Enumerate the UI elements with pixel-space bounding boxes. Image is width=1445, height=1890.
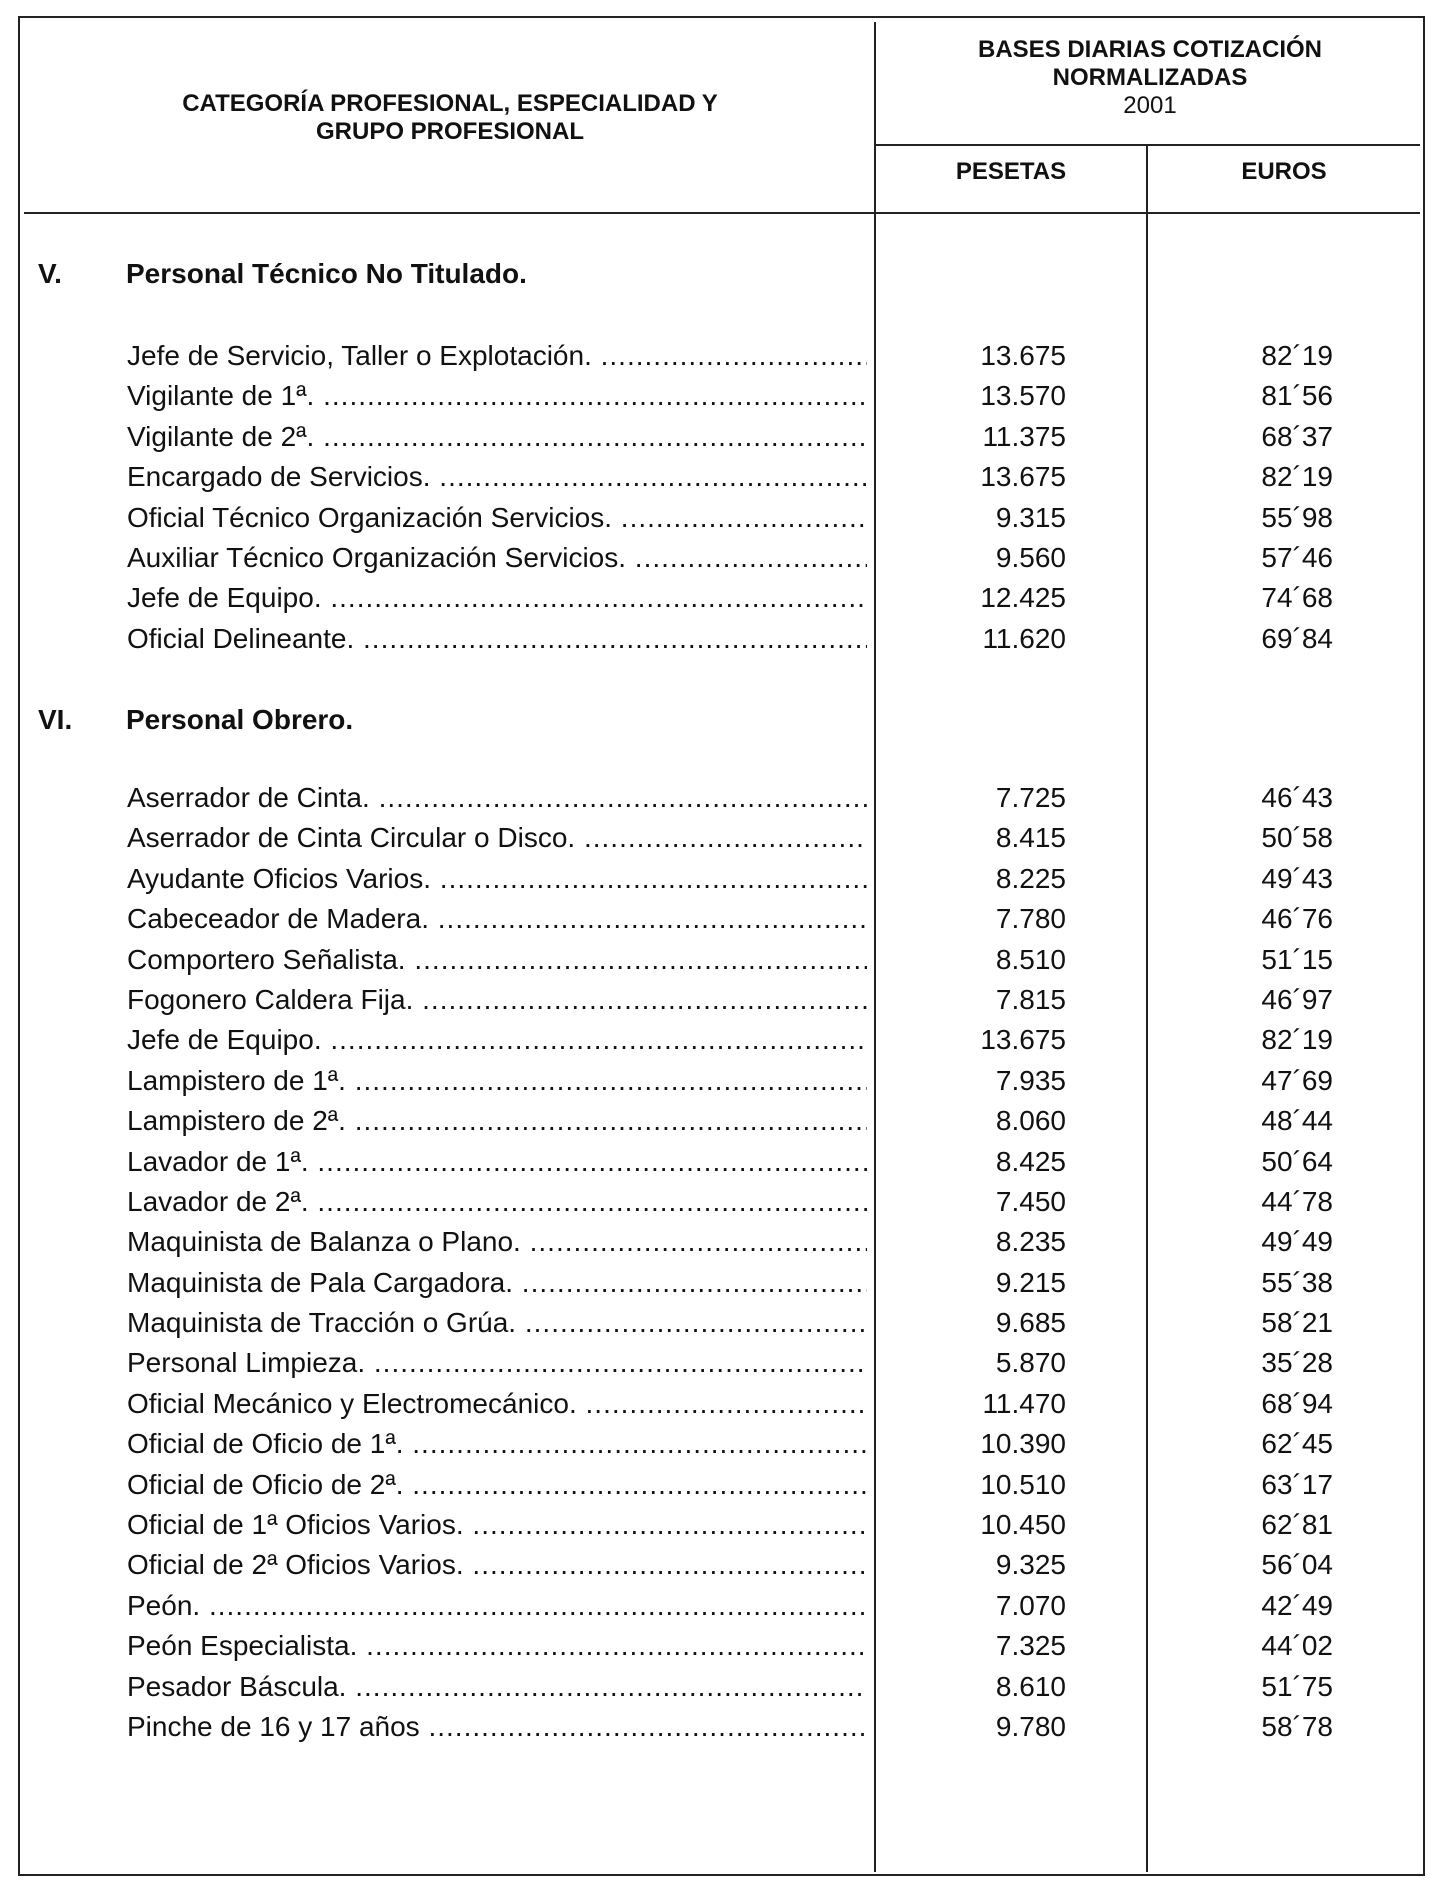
euros-value: 48´44 — [1261, 1105, 1333, 1137]
row-label: Jefe de Equipo. ..... — [127, 1020, 867, 1060]
euros-value: 46´97 — [1261, 983, 1333, 1015]
pesetas-value: 7.725 — [995, 782, 1066, 813]
header-subdivider — [874, 144, 1420, 146]
table-row — [0, 1061, 1445, 1101]
row-label: Lampistero de 1ª. ..... — [127, 1061, 867, 1101]
euros-value: 62´45 — [1261, 1428, 1333, 1460]
table-row — [0, 1545, 1445, 1585]
euros-value: 42´49 — [1261, 1589, 1333, 1621]
row-label: Maquinista de Pala Cargadora. ..... — [127, 1263, 867, 1303]
table-row — [0, 1424, 1445, 1464]
pesetas-value: 7.070 — [995, 1589, 1066, 1621]
row-label: Fogonero Caldera Fija. ..... — [127, 980, 867, 1020]
row-label: Peón. ..... — [127, 1586, 867, 1626]
euros-value: 56´04 — [1261, 1549, 1333, 1581]
category-column-header — [90, 90, 810, 146]
euros-value: 46´76 — [1261, 903, 1333, 935]
pesetas-value: 9.685 — [995, 1307, 1066, 1339]
euros-value: 58´78 — [1261, 1710, 1333, 1742]
pesetas-value: 13.675 — [980, 340, 1066, 371]
row-label: Aserrador de Cinta. ..... — [127, 778, 867, 818]
table-row — [0, 417, 1445, 457]
euros-value: 55´98 — [1261, 501, 1333, 533]
pesetas-value: 13.675 — [980, 1024, 1066, 1056]
euros-value: 74´68 — [1261, 582, 1333, 614]
section-vi-rows — [0, 778, 1445, 1747]
euros-value: 81´56 — [1261, 380, 1333, 412]
row-label: Auxiliar Técnico Organización Servicios. ..... — [127, 538, 867, 578]
row-label: Vigilante de 2ª. ..... — [127, 417, 867, 457]
section-number: V. — [38, 258, 62, 289]
table-row — [0, 899, 1445, 939]
table-row — [0, 498, 1445, 538]
euros-value: 35´28 — [1261, 1347, 1333, 1379]
row-label: Jefe de Servicio, Taller o Explotación. ..... — [127, 336, 867, 376]
table-row — [0, 1505, 1445, 1545]
row-label: Cabeceador de Madera. ..... — [127, 899, 867, 939]
row-label: Comportero Señalista. ..... — [127, 940, 867, 980]
euros-value: 68´37 — [1261, 420, 1333, 452]
pesetas-value: 11.470 — [982, 1387, 1066, 1419]
euros-column-header: EUROS — [1241, 158, 1327, 185]
pesetas-value: 10.510 — [980, 1468, 1066, 1500]
pesetas-value: 5.870 — [995, 1347, 1066, 1379]
table-row — [0, 1303, 1445, 1343]
table-row — [0, 1626, 1445, 1666]
table-row — [0, 1263, 1445, 1303]
pesetas-value: 7.815 — [995, 983, 1066, 1015]
euros-value: 55´38 — [1261, 1266, 1333, 1298]
pesetas-value: 7.325 — [995, 1630, 1066, 1662]
row-label: Personal Limpieza. ..... — [127, 1343, 867, 1383]
pesetas-value: 12.425 — [980, 582, 1066, 614]
row-label: Oficial Mecánico y Electromecánico. ..... — [127, 1384, 867, 1424]
pesetas-value: 7.935 — [995, 1064, 1066, 1096]
row-label: Pinche de 16 y 17 años ..... — [127, 1707, 867, 1747]
pesetas-value: 9.315 — [995, 501, 1066, 533]
table-row — [0, 1586, 1445, 1626]
pesetas-value: 7.450 — [995, 1185, 1066, 1217]
pesetas-value: 8.610 — [995, 1670, 1066, 1702]
euros-value: 63´17 — [1261, 1468, 1333, 1500]
pesetas-value: 9.780 — [995, 1710, 1066, 1742]
table-row — [0, 538, 1445, 578]
euros-value: 62´81 — [1261, 1509, 1333, 1541]
table-row — [0, 1465, 1445, 1505]
pesetas-value: 8.225 — [995, 862, 1066, 894]
row-label: Lampistero de 2ª. ..... — [127, 1101, 867, 1141]
table-row — [0, 859, 1445, 899]
row-label: Aserrador de Cinta Circular o Disco. ..... — [127, 818, 867, 858]
pesetas-value: 9.215 — [995, 1266, 1066, 1298]
euros-value: 51´15 — [1261, 943, 1333, 975]
row-label: Vigilante de 1ª. ..... — [127, 376, 867, 416]
euros-value: 50´58 — [1261, 822, 1333, 854]
pesetas-value: 8.425 — [995, 1145, 1066, 1177]
euros-value: 49´49 — [1261, 1226, 1333, 1258]
table-row — [0, 1384, 1445, 1424]
euros-value: 82´19 — [1261, 1024, 1333, 1056]
euros-value: 46´43 — [1261, 782, 1333, 813]
pesetas-value: 9.325 — [995, 1549, 1066, 1581]
row-label: Maquinista de Balanza o Plano. ..... — [127, 1222, 867, 1262]
euros-value: 50´64 — [1261, 1145, 1333, 1177]
table-row — [0, 1020, 1445, 1060]
section-heading-v — [38, 258, 527, 290]
euros-value: 47´69 — [1261, 1064, 1333, 1096]
table-row — [0, 457, 1445, 497]
row-label: Peón Especialista. ..... — [127, 1626, 867, 1666]
euros-value: 44´02 — [1261, 1630, 1333, 1662]
table-row — [0, 940, 1445, 980]
row-label: Oficial Delineante. ..... — [127, 619, 867, 659]
table-row — [0, 336, 1445, 376]
euros-value: 49´43 — [1261, 862, 1333, 894]
row-label: Jefe de Equipo. ..... — [127, 578, 867, 618]
row-label: Maquinista de Tracción o Grúa. ..... — [127, 1303, 867, 1343]
row-label: Pesador Báscula. ..... — [127, 1667, 867, 1707]
category-header-line2: GRUPO PROFESIONAL — [315, 118, 585, 145]
pesetas-value: 9.560 — [995, 541, 1066, 573]
table-row — [0, 1101, 1445, 1141]
pesetas-value: 8.415 — [995, 822, 1066, 854]
euros-value: 51´75 — [1261, 1670, 1333, 1702]
row-label: Lavador de 2ª. ..... — [127, 1182, 867, 1222]
table-row — [0, 778, 1445, 818]
table-row — [0, 578, 1445, 618]
table-row — [0, 980, 1445, 1020]
row-label: Oficial de Oficio de 2ª. ..... — [127, 1465, 867, 1505]
section-title: Personal Obrero. — [126, 704, 354, 735]
row-label: Oficial Técnico Organización Servicios. ..... — [127, 498, 867, 538]
table-row — [0, 1222, 1445, 1262]
row-label: Lavador de 1ª. ..... — [127, 1142, 867, 1182]
section-number: VI. — [38, 704, 73, 735]
bases-header-year: 2001 — [1123, 92, 1177, 119]
pesetas-value: 8.510 — [995, 943, 1066, 975]
pesetas-value: 11.375 — [982, 420, 1066, 452]
row-label: Ayudante Oficios Varios. ..... — [127, 859, 867, 899]
table-row — [0, 1343, 1445, 1383]
pesetas-value: 10.390 — [980, 1428, 1066, 1460]
pesetas-value: 11.620 — [982, 622, 1066, 654]
row-label: Encargado de Servicios. ..... — [127, 457, 867, 497]
category-header-line1: CATEGORÍA PROFESIONAL, ESPECIALIDAD Y — [182, 90, 718, 117]
bases-column-header — [880, 36, 1420, 120]
pesetas-value: 13.675 — [980, 461, 1066, 493]
pesetas-value: 8.235 — [995, 1226, 1066, 1258]
pesetas-value: 7.780 — [995, 903, 1066, 935]
table-row — [0, 619, 1445, 659]
bases-header-line2: NORMALIZADAS — [1052, 64, 1248, 91]
euros-value: 68´94 — [1261, 1387, 1333, 1419]
euros-value: 69´84 — [1261, 622, 1333, 654]
pesetas-value: 13.570 — [980, 380, 1066, 412]
section-title: Personal Técnico No Titulado. — [126, 258, 527, 289]
pesetas-value: 10.450 — [980, 1509, 1066, 1541]
table-row — [0, 818, 1445, 858]
header-bottom-rule — [24, 212, 1420, 214]
euros-value: 82´19 — [1261, 461, 1333, 493]
row-label: Oficial de 2ª Oficios Varios. ..... — [127, 1545, 867, 1585]
table-row — [0, 1182, 1445, 1222]
table-row — [0, 1667, 1445, 1707]
section-v-rows — [0, 336, 1445, 659]
table-row — [0, 1142, 1445, 1182]
table-row — [0, 1707, 1445, 1747]
table-row — [0, 376, 1445, 416]
bases-header-line1: BASES DIARIAS COTIZACIÓN — [977, 36, 1322, 63]
row-label: Oficial de Oficio de 1ª. ..... — [127, 1424, 867, 1464]
euros-value: 44´78 — [1261, 1185, 1333, 1217]
pesetas-column-header: PESETAS — [955, 158, 1067, 185]
pesetas-value: 8.060 — [995, 1105, 1066, 1137]
row-label: Oficial de 1ª Oficios Varios. ..... — [127, 1505, 867, 1545]
euros-value: 82´19 — [1261, 340, 1333, 371]
euros-value: 58´21 — [1261, 1307, 1333, 1339]
section-heading-vi — [38, 704, 353, 736]
euros-value: 57´46 — [1261, 541, 1333, 573]
